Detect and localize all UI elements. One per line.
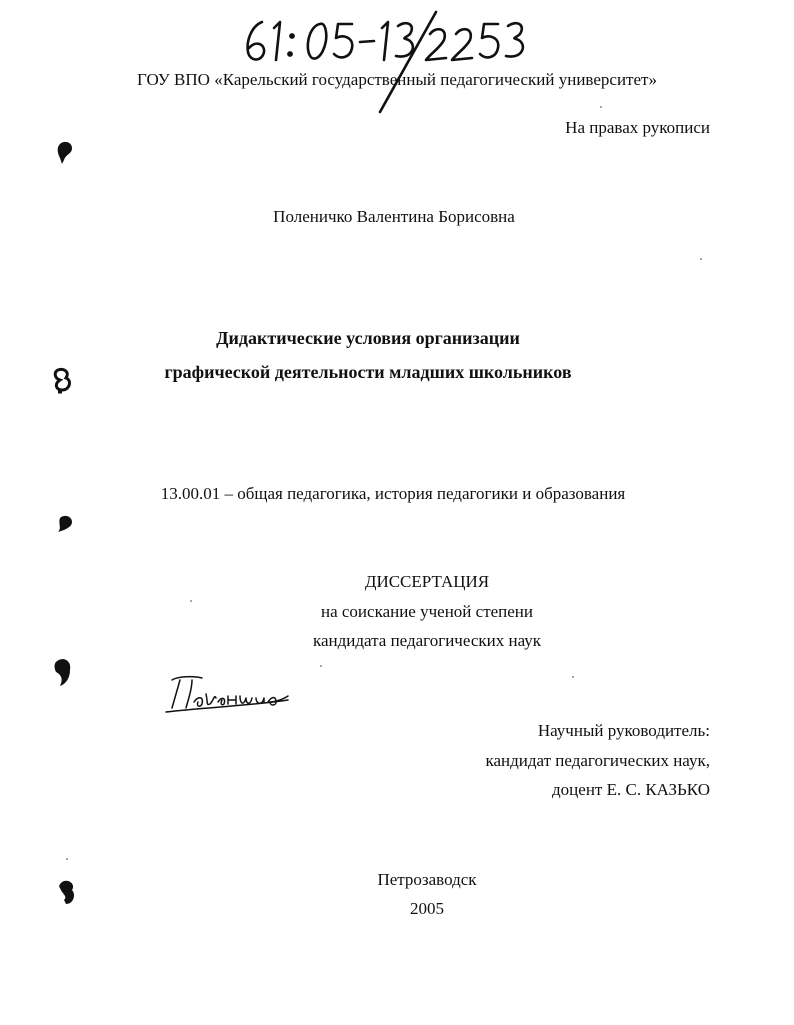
supervisor-degree: кандидат педагогических наук, — [485, 751, 710, 770]
author-name: Поленичко Валентина Борисовна — [273, 207, 515, 226]
binding-hole-mark — [56, 876, 80, 904]
manuscript-rights-label: На правах рукописи — [565, 118, 710, 137]
supervisor-label: Научный руководитель: — [537, 721, 710, 740]
scan-speck — [700, 258, 702, 260]
binding-hole-mark — [54, 510, 78, 538]
scan-speck — [600, 106, 602, 108]
city: Петрозаводск — [377, 870, 477, 889]
binding-hole-mark — [52, 366, 76, 394]
work-type-field-line: кандидата педагогических наук — [312, 631, 542, 650]
binding-hole-mark — [52, 656, 76, 684]
scan-speck — [66, 858, 68, 860]
work-type-degree-line: на соискание ученой степени — [320, 602, 534, 621]
year: 2005 — [410, 899, 444, 918]
handwritten-signature — [158, 672, 298, 716]
handwritten-registration-number — [240, 8, 540, 118]
scan-speck — [572, 676, 574, 678]
binding-hole-mark — [54, 138, 78, 166]
dissertation-title-line-2: графической деятельности младших школьников — [164, 362, 572, 382]
specialty-code: 13.00.01 – общая педагогика, история педагогики и образования — [160, 484, 626, 503]
institution-name: ГОУ ВПО «Карельский государственный педагогический университет» — [137, 70, 657, 89]
dissertation-title-line-1: Дидактические условия организации — [216, 328, 520, 348]
supervisor-name: доцент Е. С. КАЗЬКО — [552, 780, 710, 799]
scan-speck — [320, 665, 322, 667]
work-type-heading: ДИССЕРТАЦИЯ — [364, 572, 490, 591]
scan-speck — [190, 600, 192, 602]
